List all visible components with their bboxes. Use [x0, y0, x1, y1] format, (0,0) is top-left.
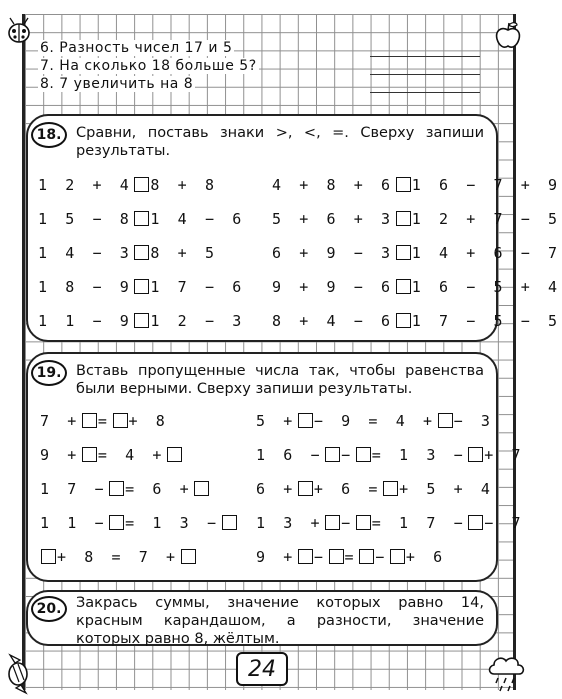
equation-row: 5 + − 9 = 4 + − 3: [256, 412, 495, 430]
task-number: 18.: [31, 122, 67, 148]
comparison-row: 1 2 + 4 8 + 8: [38, 176, 219, 194]
task-instruction: Сравни, поставь знаки >, <, =. Сверху запиши результаты.: [76, 125, 484, 159]
answer-box[interactable]: [134, 177, 149, 192]
answer-box[interactable]: [298, 481, 313, 496]
list-item: 6. Разность чисел 17 и 5: [40, 40, 233, 56]
answer-box[interactable]: [181, 549, 196, 564]
answer-box[interactable]: [390, 549, 405, 564]
comparison-row: 1 4 − 3 8 + 5: [38, 244, 219, 262]
task-instruction: Вставь пропущенные числа так, чтобы равенства были верными. Сверху запиши результаты.: [76, 363, 484, 397]
task-19-section: [26, 352, 526, 582]
answer-box[interactable]: [113, 413, 128, 428]
answer-line[interactable]: [370, 56, 480, 57]
comparison-row: 4 + 8 + 6 1 6 − 7 + 9: [272, 176, 562, 194]
comparison-row: 1 1 − 9 1 2 − 3: [38, 312, 246, 330]
answer-box[interactable]: [396, 279, 411, 294]
list-item: 7. На сколько 18 больше 5?: [40, 58, 257, 74]
answer-box[interactable]: [396, 313, 411, 328]
answer-box[interactable]: [468, 447, 483, 462]
equation-row: 1 1 − = 1 3 −: [40, 514, 238, 532]
answer-box[interactable]: [438, 413, 453, 428]
task-number: 19.: [31, 360, 67, 386]
list-item: 8. 7 увеличить на 8: [40, 76, 194, 92]
task-instruction: Закрась суммы, значение которых равно 14, красным карандашом, а разности, значение которых равно 8, жёлтым.: [76, 595, 484, 647]
answer-box[interactable]: [356, 447, 371, 462]
answer-box[interactable]: [298, 413, 313, 428]
equation-row: 1 7 − = 6 +: [40, 480, 210, 498]
answer-box[interactable]: [82, 447, 97, 462]
answer-box[interactable]: [396, 177, 411, 192]
answer-box[interactable]: [167, 447, 182, 462]
task-number: 20.: [31, 596, 67, 622]
comparison-row: 5 + 6 + 3 1 2 + 7 − 5: [272, 210, 562, 228]
answer-box[interactable]: [134, 279, 149, 294]
answer-box[interactable]: [134, 245, 149, 260]
answer-box[interactable]: [396, 211, 411, 226]
answer-line[interactable]: [370, 92, 480, 93]
answer-box[interactable]: [468, 515, 483, 530]
candy-icon: [0, 652, 36, 696]
answer-box[interactable]: [134, 313, 149, 328]
equation-row: 6 + + 6 = + 5 + 4: [256, 480, 495, 498]
comparison-row: 8 + 4 − 6 1 7 − 5 − 5: [272, 312, 562, 330]
equation-row: 9 + − = − + 6: [256, 548, 447, 566]
answer-line[interactable]: [370, 74, 480, 75]
answer-box[interactable]: [359, 549, 374, 564]
answer-box[interactable]: [329, 549, 344, 564]
answer-box[interactable]: [109, 515, 124, 530]
answer-box[interactable]: [41, 549, 56, 564]
task-18-section: [26, 114, 562, 342]
comparison-row: 9 + 9 − 6 1 6 − 5 + 4: [272, 278, 562, 296]
task-20-section: [26, 590, 498, 646]
ladybug-icon: [2, 14, 36, 48]
answer-box[interactable]: [325, 515, 340, 530]
answer-box[interactable]: [109, 481, 124, 496]
comparison-row: 6 + 9 − 3 1 4 + 6 − 7: [272, 244, 562, 262]
answer-box[interactable]: [356, 515, 371, 530]
equation-row: + 8 = 7 +: [40, 548, 197, 566]
comparison-row: 1 5 − 8 1 4 − 6: [38, 210, 246, 228]
answer-box[interactable]: [298, 549, 313, 564]
equation-row: 7 + = + 8: [40, 412, 170, 430]
equation-row: 1 6 − − = 1 3 − + 7: [256, 446, 526, 464]
answer-box[interactable]: [82, 413, 97, 428]
answer-box[interactable]: [396, 245, 411, 260]
answer-box[interactable]: [325, 447, 340, 462]
page-number: 24: [236, 652, 288, 686]
comparison-row: 1 8 − 9 1 7 − 6: [38, 278, 246, 296]
apple-icon: [491, 18, 525, 52]
cloud-rain-icon: [484, 650, 530, 696]
answer-box[interactable]: [134, 211, 149, 226]
answer-box[interactable]: [383, 481, 398, 496]
equation-row: 1 3 + − = 1 7 − − 7: [256, 514, 526, 532]
answer-box[interactable]: [222, 515, 237, 530]
equation-row: 9 + = 4 +: [40, 446, 183, 464]
answer-box[interactable]: [194, 481, 209, 496]
